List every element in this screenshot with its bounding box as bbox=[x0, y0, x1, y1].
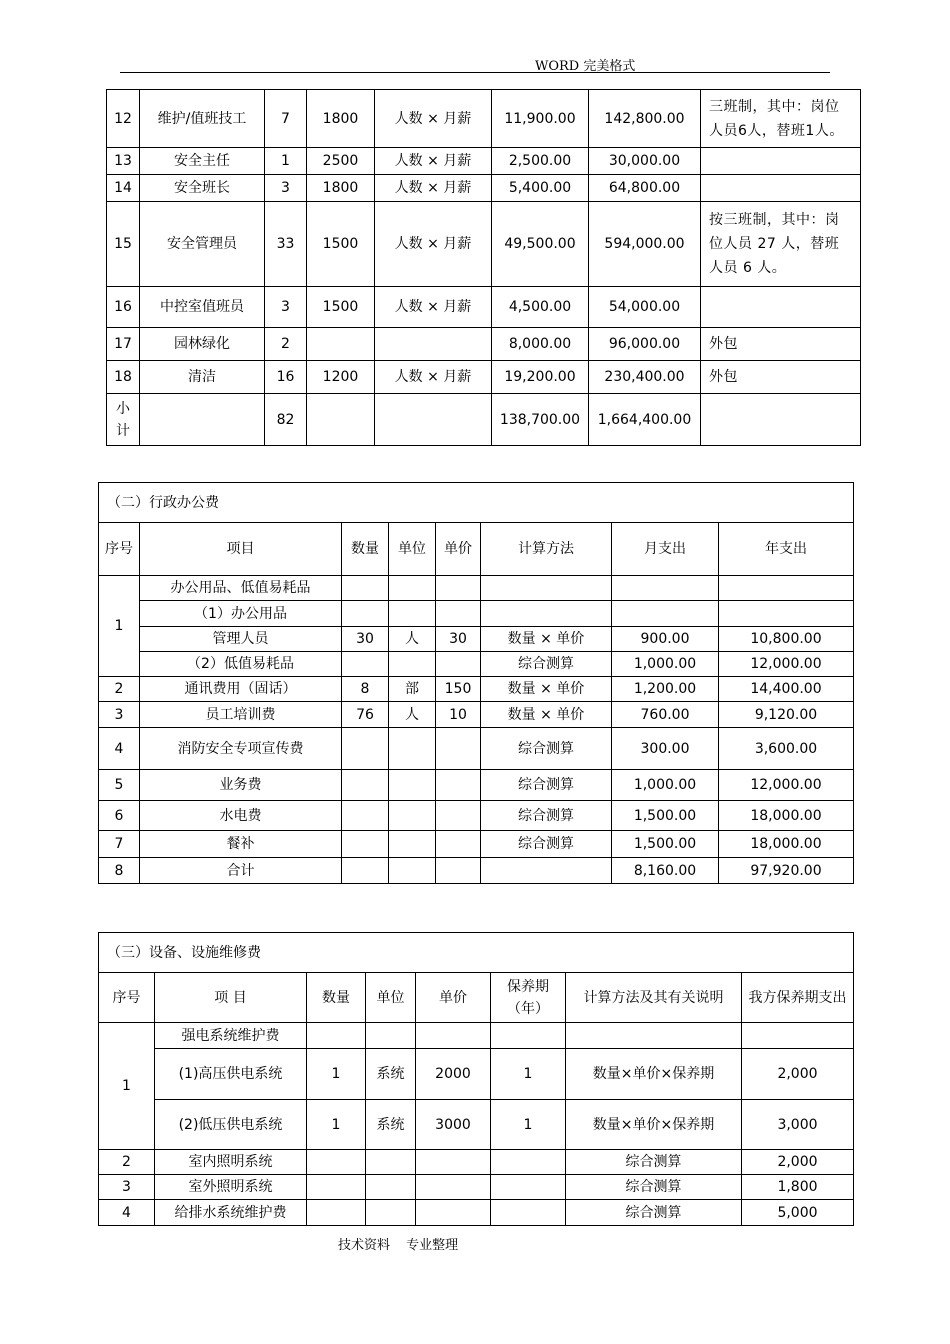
row-price: 150 bbox=[436, 677, 481, 702]
table-row bbox=[107, 175, 861, 202]
row-qty: 8 bbox=[342, 677, 389, 702]
row-name: 安全主任 bbox=[140, 148, 265, 175]
table-row bbox=[99, 801, 854, 831]
row-annual: 54,000.00 bbox=[589, 287, 701, 328]
row-name: 清洁 bbox=[140, 361, 265, 394]
section-title-row bbox=[99, 933, 854, 973]
table-row bbox=[99, 576, 854, 601]
col-header-method: 计算方法 bbox=[481, 523, 612, 576]
row-note: 按三班制，其中：岗位人员 27 人，替班人员 6 人。 bbox=[701, 202, 861, 287]
row-method: 综合测算 bbox=[481, 770, 612, 801]
maintenance-cost-table bbox=[98, 932, 854, 1226]
row-cost: 1,800 bbox=[742, 1175, 854, 1200]
row-annual: 12,000.00 bbox=[719, 770, 854, 801]
row-annual: 594,000.00 bbox=[589, 202, 701, 287]
row-no: 15 bbox=[107, 202, 140, 287]
col-header-no: 序号 bbox=[99, 973, 155, 1023]
row-monthly: 1,500.00 bbox=[612, 801, 719, 831]
row-price bbox=[307, 328, 375, 361]
row-no: 3 bbox=[99, 702, 140, 728]
row-no: 16 bbox=[107, 287, 140, 328]
row-item: 合计 bbox=[140, 858, 342, 884]
subtotal-label: 小计 bbox=[107, 394, 140, 446]
row-monthly: 900.00 bbox=[612, 627, 719, 652]
row-cost: 2,000 bbox=[742, 1150, 854, 1175]
header-row bbox=[99, 973, 854, 1023]
row-monthly: 300.00 bbox=[612, 728, 719, 770]
col-header-price: 单价 bbox=[436, 523, 481, 576]
row-annual: 64,800.00 bbox=[589, 175, 701, 202]
row-method: 综合测算 bbox=[566, 1175, 742, 1200]
row-monthly: 1,200.00 bbox=[612, 677, 719, 702]
row-annual: 230,400.00 bbox=[589, 361, 701, 394]
row-no: 4 bbox=[99, 728, 140, 770]
row-item: 消防安全专项宣传费 bbox=[140, 728, 342, 770]
row-note bbox=[701, 148, 861, 175]
row-count: 3 bbox=[265, 287, 307, 328]
row-annual: 18,000.00 bbox=[719, 801, 854, 831]
row-name: 安全班长 bbox=[140, 175, 265, 202]
row-unit: 人 bbox=[389, 702, 436, 728]
row-price: 1500 bbox=[307, 287, 375, 328]
row-annual: 3,600.00 bbox=[719, 728, 854, 770]
row-no: 1 bbox=[99, 576, 140, 677]
row-monthly: 760.00 bbox=[612, 702, 719, 728]
row-price: 2000 bbox=[416, 1049, 491, 1100]
table-row bbox=[107, 361, 861, 394]
row-annual: 96,000.00 bbox=[589, 328, 701, 361]
row-price: 1200 bbox=[307, 361, 375, 394]
table-row bbox=[99, 1100, 854, 1150]
row-no: 6 bbox=[99, 801, 140, 831]
row-item: 室外照明系统 bbox=[155, 1175, 307, 1200]
row-no: 3 bbox=[99, 1175, 155, 1200]
row-count: 16 bbox=[265, 361, 307, 394]
table-row bbox=[107, 148, 861, 175]
row-item: (2)低压供电系统 bbox=[155, 1100, 307, 1150]
row-item: 业务费 bbox=[140, 770, 342, 801]
subtotal-monthly: 138,700.00 bbox=[492, 394, 589, 446]
row-count: 2 bbox=[265, 328, 307, 361]
row-method: 综合测算 bbox=[566, 1200, 742, 1226]
row-method: 综合测算 bbox=[481, 801, 612, 831]
row-name: 安全管理员 bbox=[140, 202, 265, 287]
row-cost: 5,000 bbox=[742, 1200, 854, 1226]
row-method: 人数 × 月薪 bbox=[375, 90, 492, 148]
row-qty: 30 bbox=[342, 627, 389, 652]
staff-cost-table bbox=[106, 89, 861, 446]
row-name: 中控室值班员 bbox=[140, 287, 265, 328]
row-method: 数量×单价×保养期 bbox=[566, 1049, 742, 1100]
row-method bbox=[375, 328, 492, 361]
row-method: 人数 × 月薪 bbox=[375, 202, 492, 287]
section-title: （二）行政办公费 bbox=[99, 483, 854, 523]
row-no: 7 bbox=[99, 831, 140, 858]
col-header-item: 项目 bbox=[140, 523, 342, 576]
col-header-price: 单价 bbox=[416, 973, 491, 1023]
row-no: 2 bbox=[99, 1150, 155, 1175]
col-header-unit: 单位 bbox=[389, 523, 436, 576]
row-unit: 人 bbox=[389, 627, 436, 652]
table-row bbox=[99, 627, 854, 652]
row-no: 13 bbox=[107, 148, 140, 175]
row-item: 强电系统维护费 bbox=[155, 1023, 307, 1049]
row-monthly: 8,160.00 bbox=[612, 858, 719, 884]
row-monthly: 1,000.00 bbox=[612, 770, 719, 801]
row-period: 1 bbox=[491, 1100, 566, 1150]
row-method: 数量×单价×保养期 bbox=[566, 1100, 742, 1150]
row-price: 30 bbox=[436, 627, 481, 652]
section-title: （三）设备、设施维修费 bbox=[99, 933, 854, 973]
row-price: 1800 bbox=[307, 175, 375, 202]
row-cost: 2,000 bbox=[742, 1049, 854, 1100]
row-method: 综合测算 bbox=[481, 831, 612, 858]
header-text: WORD 完美格式 bbox=[535, 59, 636, 74]
row-annual: 14,400.00 bbox=[719, 677, 854, 702]
subtotal-row bbox=[107, 394, 861, 446]
table-row bbox=[99, 677, 854, 702]
table-row bbox=[99, 702, 854, 728]
table-row bbox=[99, 601, 854, 627]
row-unit: 部 bbox=[389, 677, 436, 702]
col-header-qty: 数量 bbox=[307, 973, 366, 1023]
row-item: 餐补 bbox=[140, 831, 342, 858]
row-method: 数量 × 单价 bbox=[481, 677, 612, 702]
section-title-row bbox=[99, 483, 854, 523]
col-header-unit: 单位 bbox=[366, 973, 416, 1023]
col-header-no: 序号 bbox=[99, 523, 140, 576]
row-period: 1 bbox=[491, 1049, 566, 1100]
col-header-cost: 我方保养期支出 bbox=[742, 973, 854, 1023]
row-no: 2 bbox=[99, 677, 140, 702]
row-cost: 3,000 bbox=[742, 1100, 854, 1150]
subtotal-count: 82 bbox=[265, 394, 307, 446]
row-price: 1500 bbox=[307, 202, 375, 287]
row-item: 通讯费用（固话） bbox=[140, 677, 342, 702]
row-qty: 1 bbox=[307, 1100, 366, 1150]
row-method: 人数 × 月薪 bbox=[375, 148, 492, 175]
row-monthly: 8,000.00 bbox=[492, 328, 589, 361]
table-row bbox=[107, 90, 861, 148]
page-footer: 技术资料 专业整理 bbox=[338, 1238, 459, 1253]
row-note: 外包 bbox=[701, 328, 861, 361]
col-header-method: 计算方法及其有关说明 bbox=[566, 973, 742, 1023]
table-row bbox=[99, 728, 854, 770]
row-annual: 97,920.00 bbox=[719, 858, 854, 884]
row-no: 8 bbox=[99, 858, 140, 884]
row-method: 综合测算 bbox=[481, 728, 612, 770]
row-monthly: 49,500.00 bbox=[492, 202, 589, 287]
row-annual: 30,000.00 bbox=[589, 148, 701, 175]
row-qty: 1 bbox=[307, 1049, 366, 1100]
row-price: 1800 bbox=[307, 90, 375, 148]
row-name: 园林绿化 bbox=[140, 328, 265, 361]
row-item: (1)高压供电系统 bbox=[155, 1049, 307, 1100]
row-annual: 10,800.00 bbox=[719, 627, 854, 652]
row-monthly: 1,500.00 bbox=[612, 831, 719, 858]
row-item: （2）低值易耗品 bbox=[140, 652, 342, 677]
table-row bbox=[107, 328, 861, 361]
row-item: 员工培训费 bbox=[140, 702, 342, 728]
subtotal-annual: 1,664,400.00 bbox=[589, 394, 701, 446]
row-no: 4 bbox=[99, 1200, 155, 1226]
admin-expense-table bbox=[98, 482, 854, 884]
col-header-qty: 数量 bbox=[342, 523, 389, 576]
row-no: 18 bbox=[107, 361, 140, 394]
row-annual: 12,000.00 bbox=[719, 652, 854, 677]
row-no: 5 bbox=[99, 770, 140, 801]
header-row bbox=[99, 523, 854, 576]
row-no: 12 bbox=[107, 90, 140, 148]
row-item: （1）办公用品 bbox=[140, 601, 342, 627]
row-monthly: 2,500.00 bbox=[492, 148, 589, 175]
row-qty: 76 bbox=[342, 702, 389, 728]
col-header-item: 项 目 bbox=[155, 973, 307, 1023]
row-method: 数量 × 单价 bbox=[481, 702, 612, 728]
col-header-annual: 年支出 bbox=[719, 523, 854, 576]
row-count: 7 bbox=[265, 90, 307, 148]
row-count: 3 bbox=[265, 175, 307, 202]
row-annual: 142,800.00 bbox=[589, 90, 701, 148]
row-method: 综合测算 bbox=[481, 652, 612, 677]
col-header-monthly: 月支出 bbox=[612, 523, 719, 576]
table-row bbox=[107, 202, 861, 287]
table-row bbox=[99, 831, 854, 858]
row-annual: 18,000.00 bbox=[719, 831, 854, 858]
row-monthly: 1,000.00 bbox=[612, 652, 719, 677]
row-method: 人数 × 月薪 bbox=[375, 175, 492, 202]
row-item: 管理人员 bbox=[140, 627, 342, 652]
row-item: 水电费 bbox=[140, 801, 342, 831]
row-note: 三班制，其中：岗位人员6人，替班1人。 bbox=[701, 90, 861, 148]
row-no: 14 bbox=[107, 175, 140, 202]
row-method: 数量 × 单价 bbox=[481, 627, 612, 652]
col-header-period: 保养期（年） bbox=[491, 973, 566, 1023]
row-monthly: 19,200.00 bbox=[492, 361, 589, 394]
page-header bbox=[120, 54, 830, 73]
row-count: 33 bbox=[265, 202, 307, 287]
table-row bbox=[99, 770, 854, 801]
row-price: 10 bbox=[436, 702, 481, 728]
row-no: 17 bbox=[107, 328, 140, 361]
table-row bbox=[99, 1150, 854, 1175]
table-row bbox=[99, 652, 854, 677]
row-name: 维护/值班技工 bbox=[140, 90, 265, 148]
row-item: 办公用品、低值易耗品 bbox=[140, 576, 342, 601]
row-note bbox=[701, 175, 861, 202]
row-item: 给排水系统维护费 bbox=[155, 1200, 307, 1226]
row-note bbox=[701, 287, 861, 328]
row-price: 2500 bbox=[307, 148, 375, 175]
total-row bbox=[99, 858, 854, 884]
table-row bbox=[99, 1200, 854, 1226]
row-no: 1 bbox=[99, 1023, 155, 1150]
row-count: 1 bbox=[265, 148, 307, 175]
table-row bbox=[99, 1023, 854, 1049]
row-item: 室内照明系统 bbox=[155, 1150, 307, 1175]
row-unit: 系统 bbox=[366, 1049, 416, 1100]
row-unit: 系统 bbox=[366, 1100, 416, 1150]
row-method: 人数 × 月薪 bbox=[375, 361, 492, 394]
row-note: 外包 bbox=[701, 361, 861, 394]
table-row bbox=[99, 1175, 854, 1200]
row-price: 3000 bbox=[416, 1100, 491, 1150]
table-row bbox=[99, 1049, 854, 1100]
row-method: 人数 × 月薪 bbox=[375, 287, 492, 328]
table-row bbox=[107, 287, 861, 328]
row-method: 综合测算 bbox=[566, 1150, 742, 1175]
row-monthly: 11,900.00 bbox=[492, 90, 589, 148]
row-annual: 9,120.00 bbox=[719, 702, 854, 728]
row-monthly: 4,500.00 bbox=[492, 287, 589, 328]
row-monthly: 5,400.00 bbox=[492, 175, 589, 202]
